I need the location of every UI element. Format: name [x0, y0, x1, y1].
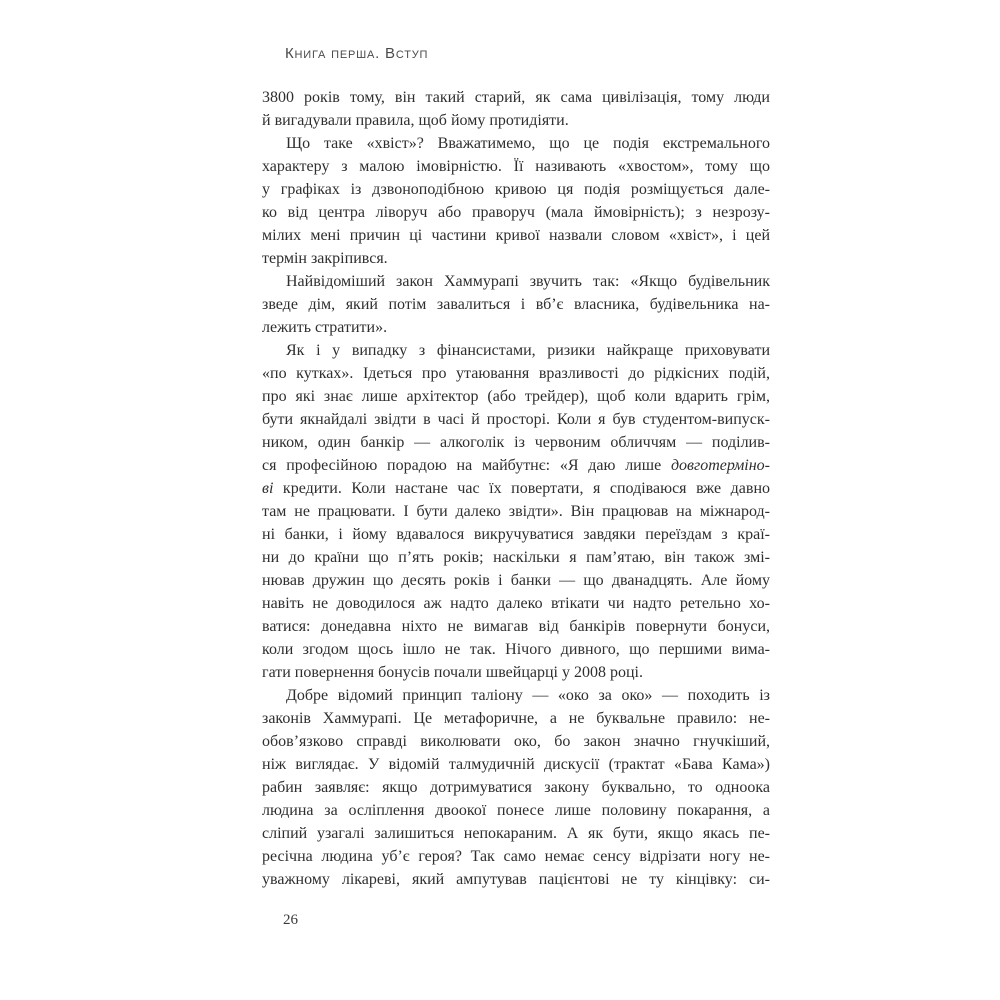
text-line: ві кредити. Коли настане час їх повертати, я сподіваюся вже давно	[262, 480, 770, 497]
text-line: 3800 років тому, він такий старий, як сама цивілізація, тому люди	[262, 89, 770, 106]
text-line: у графіках із дзвоноподібною кривою ця подія розміщується дале-	[262, 181, 770, 198]
text-line: навіть не доводилося аж надто далеко втікати чи надто ретельно хо-	[262, 595, 770, 612]
text-line: ніж виглядає. У відомій талмудичній дискусії (трактат «Бава Кама»)	[262, 756, 770, 773]
text-line: ником, один банкір — алкоголік із червоним обличчям — поділив-	[262, 434, 770, 451]
text-line: ко від центра ліворуч або праворуч (мала ймовірність); з незрозу-	[262, 204, 770, 221]
text-line: лежить стратити».	[262, 319, 388, 336]
text-line: Що таке «хвіст»? Вважатимемо, що це подія екстремального	[286, 135, 770, 152]
text-line: «по кутках». Ідеться про утаювання вразливості до рідкісних подій,	[262, 365, 770, 382]
text-line: ні банки, і йому вдавалося викручуватися завдяки переїздам з краї-	[262, 526, 770, 543]
text-line: обов’язково справді виколювати око, бо закон значно гнучкіший,	[262, 733, 770, 750]
text-line: ни до країни що п’ять років; наскільки я пам’ятаю, він також змі-	[262, 549, 770, 566]
paragraph	[262, 132, 770, 270]
text-line: Добре відомий принцип таліону — «око за око» — походить із	[286, 687, 770, 704]
page-number: 26	[283, 912, 298, 928]
text-line: гати повернення бонусів почали швейцарці у 2008 році.	[262, 664, 643, 681]
text-line: термін закріпився.	[262, 250, 388, 267]
running-header: Книга перша. Вступ	[285, 45, 429, 62]
text-line: там не працювати. І бути далеко звідти». Він працював на міжнарод-	[262, 503, 770, 520]
text-line: Як і у випадку з фінансистами, ризики найкраще приховувати	[286, 342, 770, 359]
text-line: характеру з малою імовірністю. Її називають «хвостом», тому що	[262, 158, 770, 175]
paragraph	[262, 270, 770, 339]
text-line: людина за осліплення двоокої понесе лише половину покарання, а	[262, 802, 770, 819]
text-line: уважному лікареві, який ампутував пацієнтові не ту кінцівку: си-	[262, 871, 770, 888]
text-line: ся професійною порадою на майбутнє: «Я даю лише довготерміно-	[262, 457, 770, 474]
text-line: законів Хаммурапі. Це метафоричне, а не буквальне правило: не-	[262, 710, 770, 727]
text-line: рабин заявляє: якщо дотримуватися закону буквально, то одноока	[262, 779, 770, 796]
text-line: бути якнайдалі звідти в часі й просторі. Коли я був студентом-випуск-	[262, 411, 770, 428]
body-text	[262, 86, 770, 891]
text-line: зведе дім, який потім завалиться і вб’є власника, будівельника на-	[262, 296, 770, 313]
paragraph	[262, 684, 770, 891]
text-line: сліпий узагалі залишиться непокараним. А як бути, якщо якась пе-	[262, 825, 770, 842]
text-line: ватися: донедавна ніхто не вимагав від банкірів повернути бонуси,	[262, 618, 770, 635]
text-line: й вигадували правила, щоб йому протидіяти.	[262, 112, 569, 129]
text-line: про які знає лише архітектор (або трейдер), щоб коли вдарить грім,	[262, 388, 770, 405]
text-line: ресічна людина уб’є героя? Так само немає сенсу відрізати ногу не-	[262, 848, 770, 865]
paragraph	[262, 339, 770, 684]
text-line: Найвідоміший закон Хаммурапі звучить так: «Якщо будівельник	[286, 273, 770, 290]
text-line: коли згодом щось ішло не так. Нічого дивного, що першими вима-	[262, 641, 770, 658]
paragraph	[262, 86, 770, 132]
text-line: мілих мені причин ці частини кривої назвали словом «хвіст», і цей	[262, 227, 770, 244]
text-line: нював дружин що десять років і банки — що дванадцять. Але йому	[262, 572, 770, 589]
